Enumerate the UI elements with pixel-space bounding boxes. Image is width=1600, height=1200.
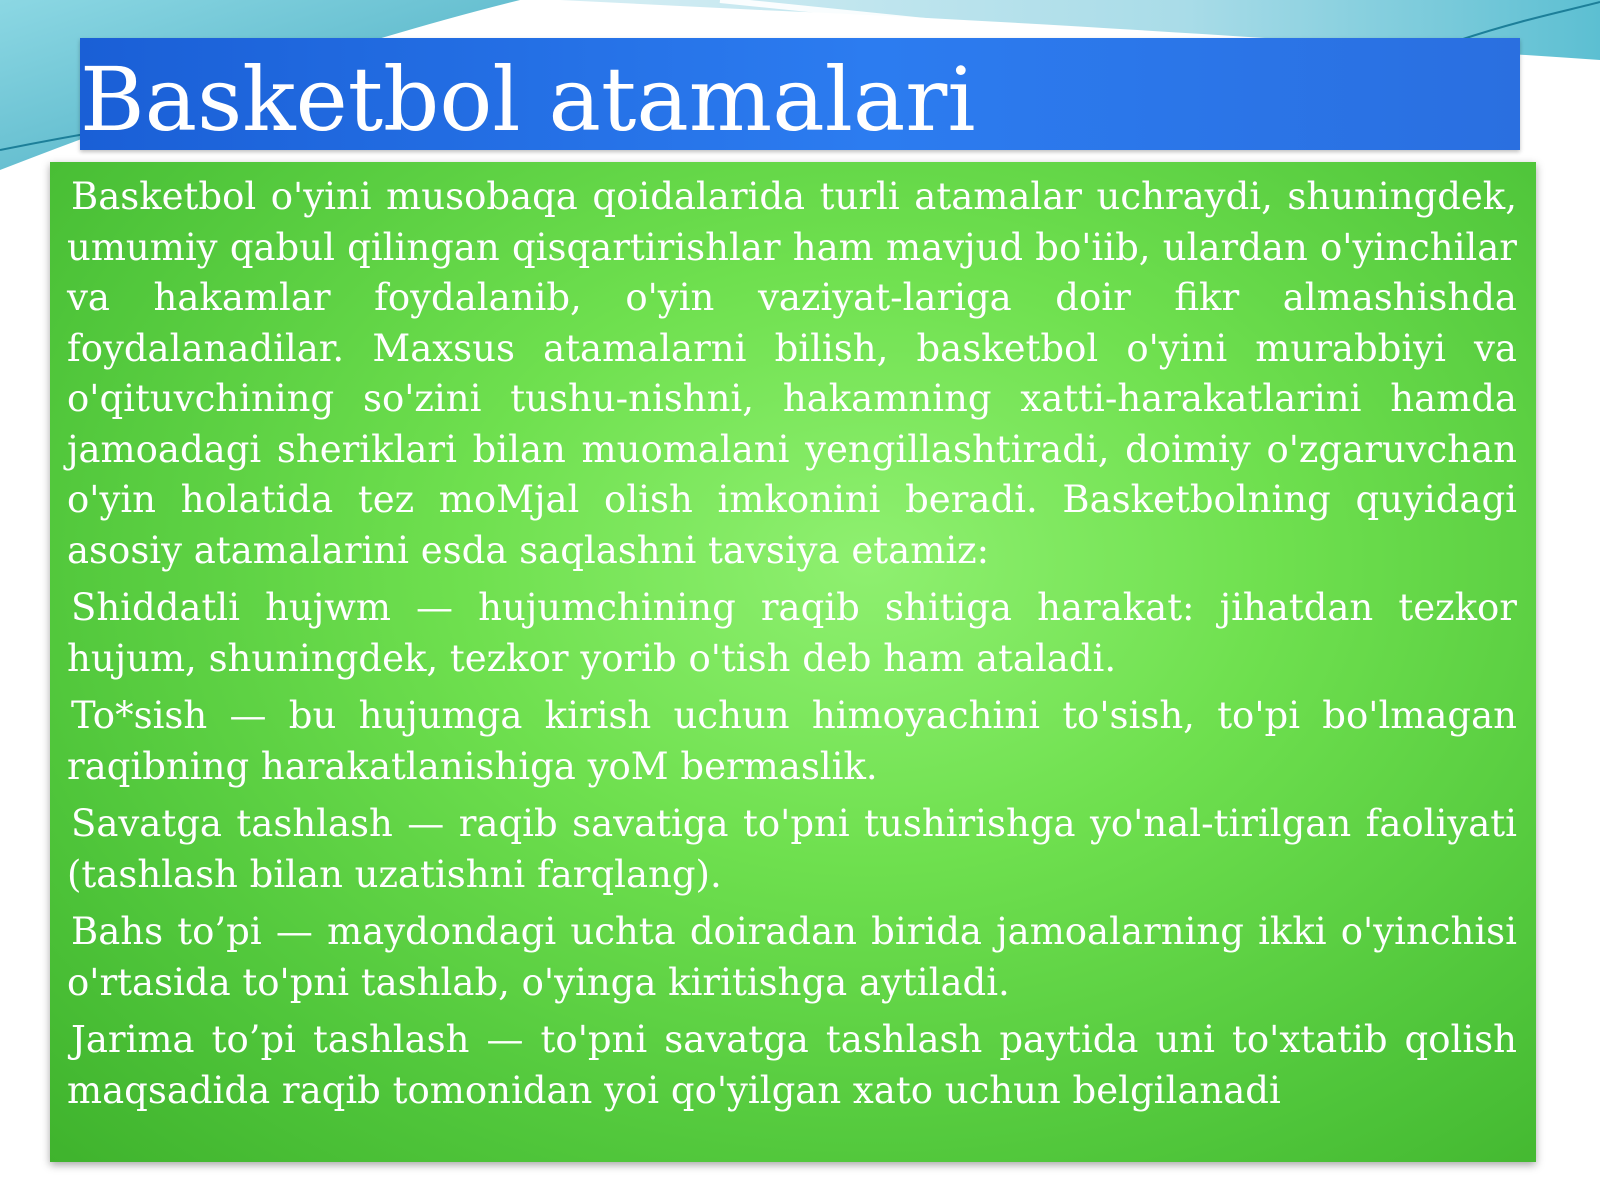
paragraph-savatga-tashlash: Savatga tashlash — raqib savatiga to'pni tushirishga yo'nal-tirilgan faoliyati (tashlash bilan uzatishni farqlang). xyxy=(67,802,1517,896)
paragraph-jarima-topi: Jarima to’pi tashlash — to'pni savatga tashlash paytida uni to'xtatib qolish maqsadida raqib tomonidan yoi qo'yilgan xato uchun belgilanadi xyxy=(67,1018,1517,1112)
paragraph-intro: Basketbol o'yini musobaqa qoidalarida turli atamalar uchraydi, shuningdek, umumiy qabul qilingan qisqartirishlar ham mavjud bo'iib, ulardan o'yinchilar va hakamlar foydalanib, o'yin vaziyat-lariga doir fikr almashishda foydalanadilar. Maxsus atamalarni bilish, basketbol o'yini murabbiyi va o'qituvchining so'zini tushu-nishni, hakamning xatti-harakatlarini hamda jamoadagi sheriklari bilan muomalani yengillashtiradi, doimiy o'zgaruvchan o'yin holatida tez moMjal olish imkonini beradi. Basketbolning quyidagi asosiy atamalarini esda saqlashni tavsiya etamiz: xyxy=(67,175,1517,572)
paragraph-shiddatli-hujum: Shiddatli hujwm — hujumchining raqib shitiga harakat: jihatdan tezkor hujum, shuningdek, tezkor yorib o'tish deb ham ataladi. xyxy=(67,586,1517,680)
content-box xyxy=(50,162,1536,1162)
content-text xyxy=(67,172,1517,1123)
paragraph-tosish: To*sish — bu hujumga kirish uchun himoyachini to'sish, to'pi bo'lmagan raqibning harakatlanishiga yoM bermaslik. xyxy=(67,694,1517,788)
paragraph-bahs-topi: Bahs to’pi — maydondagi uchta doiradan birida jamoalarning ikki o'yinchisi o'rtasida to'pni tashlab, o'yinga kiritishga aytiladi. xyxy=(67,910,1517,1004)
slide-title: Basketbol atamalari xyxy=(80,48,976,151)
